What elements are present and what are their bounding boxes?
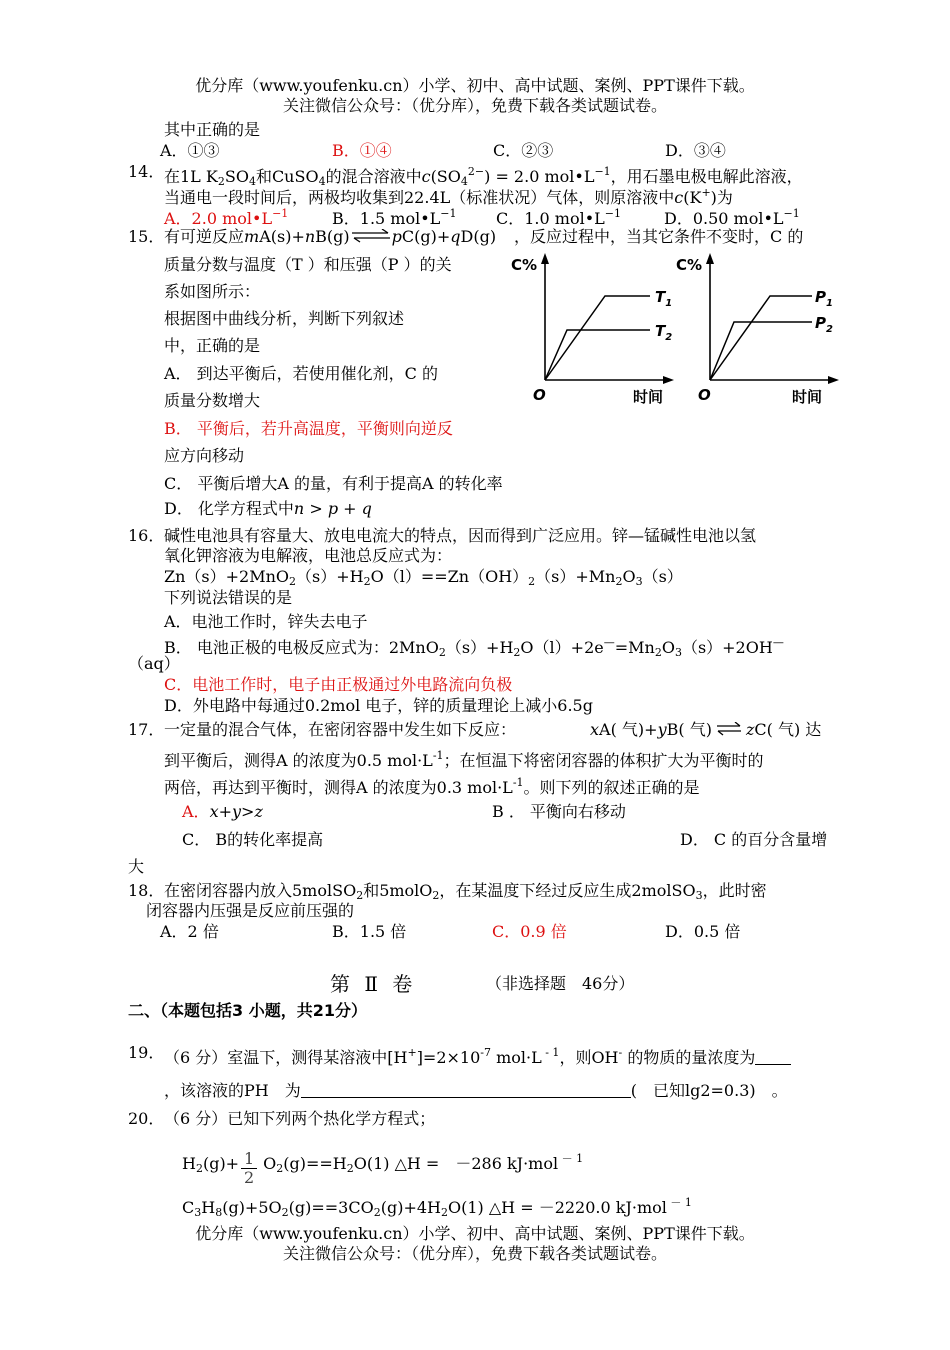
q15-option-b-line-2: 应方向移动 (164, 446, 245, 465)
q15-equation-line (164, 227, 496, 247)
text: (g)+5O (222, 1198, 282, 1217)
q17-option-b[interactable]: B ． 平衡向右移动 (492, 802, 626, 821)
answer-blank-oh[interactable] (755, 1048, 791, 1065)
q17-number: 17． (128, 720, 165, 739)
q18-option-b[interactable]: B．1.5 倍 (332, 922, 407, 941)
text: O (263, 1154, 277, 1173)
text: ) = 2.0 mol•L (484, 167, 595, 186)
text: （s） (642, 567, 683, 586)
text: C．1.0 mol•L (496, 209, 605, 228)
superscript: — (772, 636, 784, 649)
part2-subtitle: （非选择题 46分） (486, 974, 635, 993)
text: (g)==3CO (288, 1198, 374, 1217)
subscript: 3 (635, 575, 643, 588)
subscript: 1 (826, 298, 833, 309)
text: 有可逆反应 (164, 227, 245, 246)
text: 的混合溶液中 (325, 167, 422, 186)
text: ，该溶液的PH 为 (164, 1081, 301, 1100)
q17-option-a[interactable] (182, 802, 263, 822)
section-heading: 二、（本题包括3 小题，共21分） (128, 1001, 367, 1020)
q20-equation-1 (182, 1149, 583, 1187)
text: H (182, 1154, 196, 1173)
text: 当通电一段时间后，两极均收集到22.4L（标准状况）气体，则原溶液中 (164, 188, 675, 207)
text: z (745, 720, 755, 739)
superscript: −1 (783, 207, 800, 220)
text: m (244, 227, 260, 246)
subscript: 2 (289, 575, 297, 588)
q17-option-d[interactable]: D． C 的百分含量增 (680, 830, 828, 849)
q13-stem: 其中正确的是 (164, 120, 261, 139)
text: T (655, 322, 666, 340)
superscript: -1 (512, 776, 524, 789)
subscript: 2 (373, 1206, 381, 1219)
header-line-2: 关注微信公众号：（优分库），免费下载各类试题试卷。 (282, 96, 667, 115)
superscript: −1 (272, 207, 289, 220)
text: D． 化学方程式中 (164, 499, 294, 518)
q15-equation-tail: ，反应过程中，当其它条件不变时，C 的 (514, 227, 804, 246)
graph2-curve-p1 (710, 296, 812, 380)
text: A．2.0 mol•L (164, 209, 273, 228)
q14-number: 14． (128, 162, 165, 181)
subscript: 4 (460, 175, 468, 188)
q15-graph-pressure (672, 250, 842, 410)
text: mol·L (491, 1048, 542, 1067)
q13-option-c[interactable]: C．②③ (493, 141, 554, 160)
subscript: 3 (674, 646, 682, 659)
q17-option-c[interactable]: C． B的转化率提高 (182, 830, 324, 849)
q15-option-a-line-2: 质量分数增大 (164, 391, 261, 410)
subscript: 2 (615, 575, 623, 588)
q18-option-a[interactable]: A．2 倍 (160, 922, 219, 941)
graph2-origin: O (698, 386, 711, 404)
q18-option-c[interactable]: C．0.9 倍 (492, 922, 567, 941)
q19-line-2 (164, 1081, 788, 1101)
superscript: － 1 (558, 1152, 584, 1165)
q20-number: 20． (128, 1109, 165, 1128)
q17-reaction (590, 720, 821, 740)
superscript: + (407, 1046, 417, 1059)
superscript: - 1 (541, 1046, 560, 1059)
text: P (815, 288, 826, 306)
q14-option-a[interactable] (164, 204, 288, 229)
subscript: 2 (513, 646, 521, 659)
text: ( 已知lg2=0.3) 。 (630, 1081, 788, 1100)
subscript: 2 (281, 1206, 289, 1219)
superscript: + (701, 186, 711, 199)
q15-option-b-line-1[interactable] (164, 419, 453, 439)
q14-option-d[interactable] (664, 204, 800, 229)
q14-option-c[interactable] (496, 204, 621, 229)
graph1-curve-t2-label (655, 322, 672, 343)
graph2-y-arrow (706, 253, 714, 264)
superscript: — (603, 636, 615, 649)
graph1-curve-t1 (545, 296, 650, 380)
text: A(s)+ (259, 227, 305, 246)
subscript: 2 (356, 889, 364, 902)
graph2-y-label: C% (676, 256, 703, 274)
text: A( 气)+ (599, 720, 658, 739)
q15-option-d[interactable] (164, 499, 372, 519)
subscript: 2 (665, 332, 673, 343)
q15-stem-line-1: 质量分数与温度（T ）和压强（P ）的关 (164, 255, 452, 274)
text: D．0.50 mol•L (664, 209, 784, 228)
fraction-numerator: 1 (241, 1150, 257, 1169)
subscript: 8 (215, 1206, 223, 1219)
subscript: 4 (248, 175, 256, 188)
subscript: 2 (432, 889, 440, 902)
graph2-curve-p2 (710, 322, 812, 380)
text: B( 气) (666, 720, 712, 739)
graph2-x-label: 时间 (792, 388, 823, 406)
text: )为 (710, 188, 733, 207)
q14-option-b[interactable] (332, 204, 457, 229)
text: （6 分）室温下，测得某溶液中[H (164, 1048, 408, 1067)
text: x (590, 720, 600, 739)
subscript: 1 (665, 298, 673, 309)
text: O (661, 638, 675, 657)
q19-number: 19． (128, 1043, 165, 1062)
text: O (622, 567, 636, 586)
text: q (450, 227, 461, 246)
q18-option-d[interactable]: D．0.5 倍 (665, 922, 741, 941)
q13-option-d[interactable]: D．③④ (665, 141, 726, 160)
text: ，在某温度下经过反应生成2molSO (439, 881, 696, 900)
q18-number: 18． (128, 881, 165, 900)
text: C(g)+ (401, 227, 451, 246)
superscript: － 1 (666, 1196, 692, 1209)
text: 。则下列的叙述正确的是 (523, 778, 700, 797)
q13-option-b[interactable]: B．①④ (332, 141, 392, 160)
text: D(g) (460, 227, 497, 246)
graph2-x-arrow (828, 376, 839, 384)
superscript: −1 (594, 165, 611, 178)
subscript: 2 (276, 1162, 284, 1175)
q16-option-d[interactable]: D．外电路中每通过0.2mol 电子，锌的质量理论上减小6.5g (164, 696, 593, 715)
text: O（l）+2e (520, 638, 604, 657)
text: c (674, 188, 684, 207)
text: B．1.5 mol•L (332, 209, 441, 228)
text: + (338, 499, 362, 518)
footer-line-2: 关注微信公众号：（优分库），免费下载各类试题试卷。 (282, 1244, 667, 1263)
subscript: 2 (363, 575, 371, 588)
footer-line-1: 优分库（www.youfenku.cn）小学、初中、高中试题、案例、PPT课件下载。 (195, 1224, 755, 1243)
q13-option-a[interactable]: A．①③ (160, 141, 220, 160)
text: ；在恒温下将密闭容器的体积扩大为平衡时的 (443, 751, 764, 770)
text: O(1) △H = －286 kJ·mol (353, 1154, 559, 1173)
subscript: 4 (318, 175, 326, 188)
superscript: - (618, 1046, 623, 1059)
subscript: 2 (528, 575, 536, 588)
header-line-1: 优分库（www.youfenku.cn）小学、初中、高中试题、案例、PPT课件下载。 (195, 76, 755, 95)
text: ，用石墨电极电解此溶液， (610, 167, 803, 186)
q16-option-c[interactable]: C．电池工作时，电子由正极通过外电路流向负极 (164, 675, 513, 694)
text: （s）+Mn (535, 567, 616, 586)
fraction-denominator: 2 (244, 1168, 255, 1187)
text: (g)+ (202, 1154, 240, 1173)
q15-stem-line-3: 根据图中曲线分析，判断下列叙述 (164, 309, 405, 328)
text: 两倍，再达到平衡时，测得A 的浓度为0.3 mol·L (164, 778, 513, 797)
answer-blank-ph[interactable] (301, 1081, 631, 1098)
text: ]=2×10 (416, 1048, 481, 1067)
text: H (201, 1198, 216, 1217)
q19-line-1 (164, 1043, 791, 1068)
q16-stem-line-1: 碱性电池具有容量大、放电电流大的特点，因而得到广泛应用。锌—锰碱性电池以氢 (164, 526, 757, 545)
text: (g)==H (283, 1154, 347, 1173)
q16-option-b-tail: （aq） (128, 654, 180, 673)
superscript: -1 (432, 749, 444, 762)
text: (g)+4H (380, 1198, 441, 1217)
graph1-y-arrow (541, 253, 549, 264)
text: C (182, 1198, 195, 1217)
q15-option-c[interactable]: C． 平衡后增大A 的量，有利于提高A 的转化率 (164, 474, 503, 493)
graph2-curve-p1-label (815, 288, 833, 309)
text: c (421, 167, 431, 186)
q15-option-a-line-1[interactable]: A． 到达平衡后，若使用催化剂，C 的 (164, 364, 438, 383)
subscript: 2 (195, 1162, 203, 1175)
q17-stem-line-2 (164, 746, 764, 771)
text: x+y>z (209, 802, 263, 821)
fraction-one-half (241, 1150, 257, 1187)
text: > (304, 499, 328, 518)
text: P (815, 314, 826, 332)
text: B． 电池正极的电极反应式为：2MnO (164, 638, 439, 657)
graph1-origin: O (533, 386, 546, 404)
q16-option-b[interactable] (164, 633, 784, 663)
text: (SO (430, 167, 461, 186)
subscript: 3 (194, 1206, 202, 1219)
text: B(g) (315, 227, 350, 246)
subscript: 2 (826, 324, 833, 335)
equilibrium-arrow-icon (350, 228, 392, 242)
text: 在密闭容器内放入5molSO (164, 881, 357, 900)
subscript: 2 (440, 1206, 448, 1219)
q17-stem-line-1: 一定量的混合气体，在密闭容器中发生如下反应： (164, 720, 517, 739)
subscript: 2 (217, 175, 225, 188)
text: A． (182, 802, 210, 821)
graph2-curve-p2-label (815, 314, 833, 335)
q16-stem-line-2: 氧化钾溶液为电解液，电池总反应式为： (164, 546, 453, 565)
superscript: −1 (604, 207, 621, 220)
graph1-y-label: C% (511, 256, 538, 274)
equilibrium-arrow-icon (716, 721, 742, 735)
text: n (304, 227, 316, 246)
text: 和5molO (363, 881, 433, 900)
graph1-curve-t1-label (655, 288, 672, 309)
q17-stem-line-3 (164, 773, 700, 798)
text: O(1) △H = －2220.0 kJ·mol (447, 1198, 667, 1217)
superscript: −1 (440, 207, 457, 220)
text: n (293, 499, 305, 518)
q15-stem-line-2: 系如图所示： (164, 282, 261, 301)
subscript: 2 (654, 646, 662, 659)
subscript: 3 (695, 889, 703, 902)
q17-option-d-tail: 大 (128, 857, 145, 876)
text: q (361, 499, 372, 518)
text: ，此时密 (702, 881, 767, 900)
text: =Mn (614, 638, 655, 657)
text: p (327, 499, 339, 518)
text: 在1L K (164, 167, 218, 186)
subscript: 2 (438, 646, 446, 659)
text: Zn（s）+2MnO (164, 567, 290, 586)
q15-stem-line-4: 中，正确的是 (164, 336, 261, 355)
text: O（l）==Zn（OH） (370, 567, 529, 586)
text: （s）+H (296, 567, 364, 586)
text: （s）+2OH (681, 638, 773, 657)
graph1-curve-t2 (545, 330, 650, 380)
q15-number: 15． (128, 227, 165, 246)
graph1-x-label: 时间 (633, 388, 664, 406)
text: SO (224, 167, 249, 186)
text: p (391, 227, 402, 246)
q20-stem: （6 分）已知下列两个热化学方程式； (164, 1109, 436, 1128)
q16-number: 16． (128, 526, 165, 545)
q15-graph-temperature (505, 250, 675, 410)
text: y (657, 720, 667, 739)
text: B． 平衡后，若升高温度，平衡则向逆反 (164, 419, 453, 438)
text: 到平衡后，测得A 的浓度为0.5 mol·L (164, 751, 433, 770)
q16-option-a[interactable]: A．电池工作时，锌失去电子 (164, 612, 368, 631)
text: 和CuSO (255, 167, 319, 186)
superscript: 2− (467, 165, 485, 178)
text: （s）+H (445, 638, 514, 657)
superscript: -7 (480, 1046, 491, 1059)
q20-equation-2 (182, 1193, 692, 1223)
q18-stem-line-2: 闭容器内压强是反应前压强的 (146, 901, 355, 920)
part2-title: 第 Ⅱ 卷 (330, 972, 417, 996)
text: (K (683, 188, 702, 207)
text: 的物质的量浓度为 (622, 1048, 756, 1067)
subscript: 2 (346, 1162, 354, 1175)
text: T (655, 288, 666, 306)
text: ，则OH (559, 1048, 619, 1067)
q16-stem-line-4: 下列说法错误的是 (164, 588, 293, 607)
text: C( 气) 达 (754, 720, 822, 739)
